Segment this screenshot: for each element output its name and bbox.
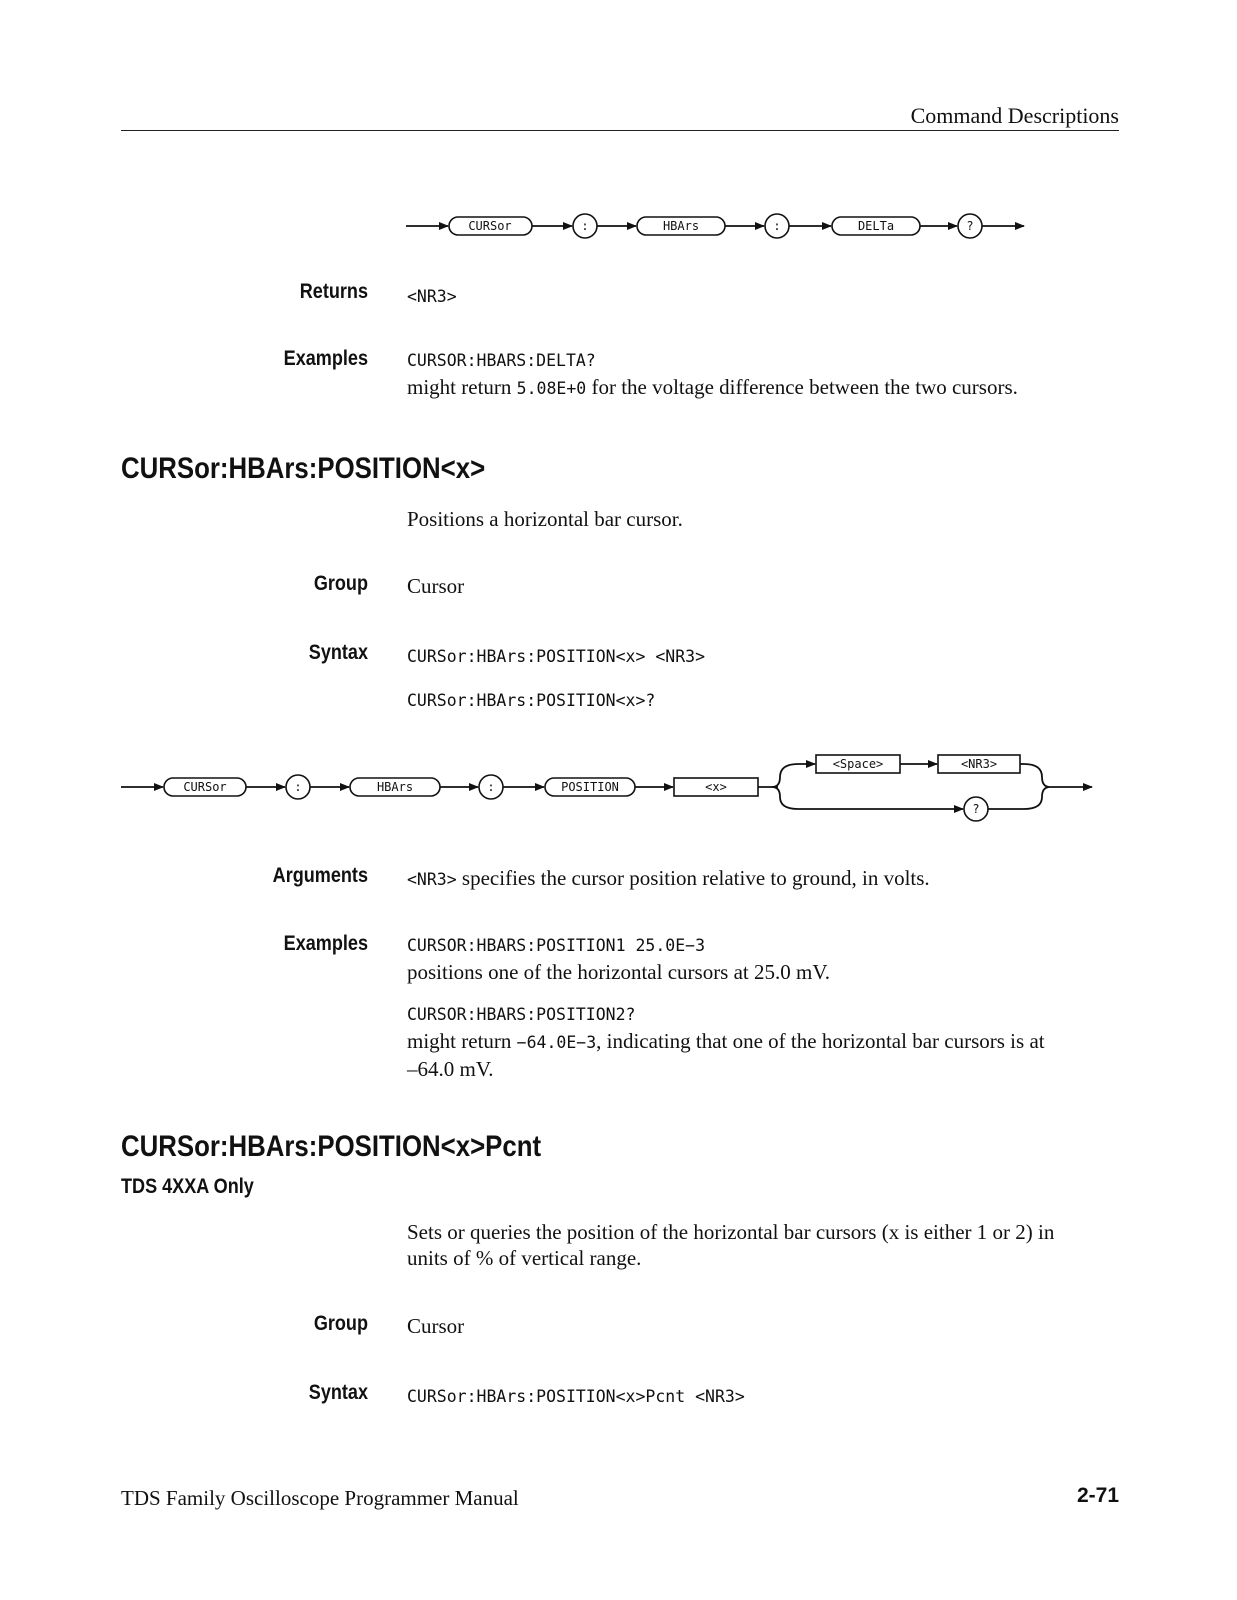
example-description [407, 1028, 1045, 1056]
diagram-node-cursor-label: CURSor [183, 780, 227, 794]
example-text: , indicating that one of the horizontal bar cursors is at [596, 1029, 1045, 1053]
example-block [407, 933, 830, 985]
example-description [407, 374, 1018, 402]
arguments-description: specifies the cursor position relative to ground, in volts. [456, 866, 930, 890]
examples-label: Examples [283, 347, 368, 370]
example-block [407, 348, 1018, 402]
header-rule [121, 130, 1119, 131]
example-description: positions one of the horizontal cursors at 25.0 mV. [407, 960, 831, 984]
examples-label: Examples [283, 932, 368, 955]
diagram-node-nr3-label: <NR3> [960, 757, 998, 771]
example-text: might return [407, 375, 517, 399]
example-code: 5.08E+0 [516, 379, 587, 398]
example-command: CURSOR:HBARS:DELTA? [407, 351, 596, 370]
diagram-node-cursor-label: CURSor [468, 219, 512, 233]
example-description: –64.0 mV. [407, 1057, 494, 1081]
diagram-node-x-label: <x> [705, 780, 727, 794]
description-line: Sets or queries the position of the horizontal bar cursors (x is either 1 or 2) in [407, 1220, 1055, 1244]
syntax-line: CURSor:HBArs:POSITION<x>Pcnt <NR3> [407, 1387, 745, 1406]
diagram-node-colon-label: : [773, 219, 781, 233]
group-label: Group [313, 572, 368, 595]
group-label: Group [313, 1312, 368, 1335]
example-command: CURSOR:HBARS:POSITION1 25.0E−3 [407, 936, 706, 955]
arguments-label: Arguments [272, 864, 368, 887]
diagram-node-delta-label: DELTa [857, 219, 895, 233]
section-subtitle: TDS 4XXA Only [121, 1175, 254, 1198]
syntax-line: CURSor:HBArs:POSITION<x>? [407, 691, 656, 710]
diagram-node-hbars-label: HBArs [376, 780, 414, 794]
description-line: units of % of vertical range. [407, 1246, 642, 1270]
diagram-node-colon-label: : [487, 780, 495, 794]
diagram-node-space-label: <Space> [832, 757, 884, 771]
arguments-text [407, 865, 930, 893]
section-title: CURSor:HBArs:POSITION<x> [121, 452, 486, 485]
group-value: Cursor [407, 574, 465, 598]
section-title: CURSor:HBArs:POSITION<x>Pcnt [121, 1130, 542, 1163]
diagram-node-hbars-label: HBArs [662, 219, 700, 233]
position-syntax-diagram [0, 745, 1237, 835]
returns-label: Returns [299, 280, 368, 303]
section-description: Positions a horizontal bar cursor. [407, 507, 683, 531]
diagram-node-query-label: ? [966, 219, 974, 233]
running-header: Command Descriptions [910, 103, 1119, 128]
diagram-node-query-label: ? [972, 802, 980, 816]
syntax-label: Syntax [308, 641, 368, 664]
syntax-line: CURSor:HBArs:POSITION<x> <NR3> [407, 647, 706, 666]
section-description [407, 1219, 1054, 1271]
diagram-node-colon-label: : [294, 780, 302, 794]
group-value: Cursor [407, 1314, 465, 1338]
page-number: 2-71 [1076, 1484, 1119, 1507]
diagram-node-colon-label: : [581, 219, 589, 233]
arguments-code: <NR3> [407, 870, 457, 889]
diagram-node-position-label: POSITION [561, 780, 619, 794]
example-text: might return [407, 1029, 517, 1053]
example-command: CURSOR:HBARS:POSITION2? [407, 1005, 636, 1024]
example-text: for the voltage difference between the two cursors. [586, 375, 1018, 399]
example-code: −64.0E−3 [516, 1033, 597, 1052]
example-block [407, 1002, 1045, 1082]
top-syntax-diagram [0, 200, 1237, 250]
syntax-label: Syntax [308, 1381, 368, 1404]
footer-manual-title: TDS Family Oscilloscope Programmer Manual [121, 1486, 519, 1510]
returns-value: <NR3> [407, 287, 457, 306]
